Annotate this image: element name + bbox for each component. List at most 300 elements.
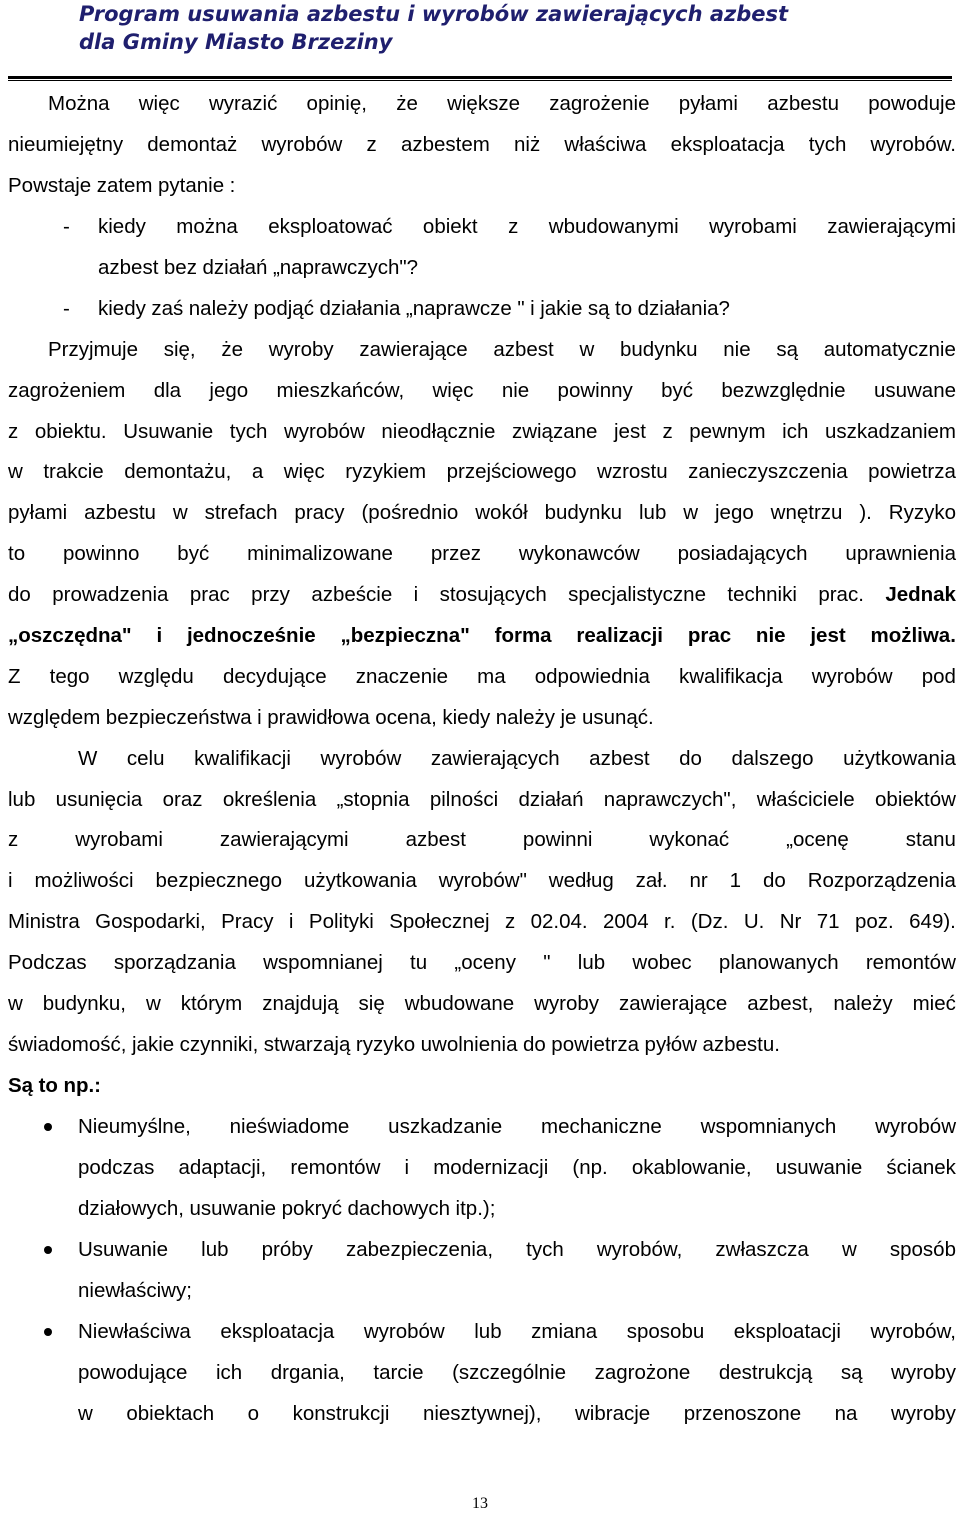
word: są <box>587 297 610 320</box>
word: wyrobów <box>261 133 343 156</box>
word: azbeście <box>311 583 393 606</box>
word: w <box>8 460 23 483</box>
word: kiedy <box>98 297 146 320</box>
word: dachowych <box>347 1197 451 1220</box>
word: przy <box>251 583 290 606</box>
word: wyroby <box>890 1402 956 1425</box>
header-rule <box>8 76 952 79</box>
text-line <box>8 703 956 733</box>
word: 71 <box>816 910 840 933</box>
word: bezwzględnie <box>721 379 846 402</box>
word: użytkowania <box>303 869 417 892</box>
word: prac <box>687 624 732 647</box>
word: wspomnianych <box>700 1115 837 1138</box>
word: wyrobów, <box>596 1238 683 1261</box>
word: więc <box>432 379 474 402</box>
word: można <box>176 215 238 238</box>
list-dash: - <box>63 215 70 238</box>
word: jest <box>613 420 646 443</box>
word: wyrobów, <box>870 1320 956 1343</box>
word: oraz <box>162 788 203 811</box>
word: strefach <box>204 501 278 524</box>
header-rule-thin <box>8 80 952 81</box>
word: tu <box>410 951 428 974</box>
bullet-icon <box>44 1123 52 1131</box>
word: Polityki <box>308 910 374 933</box>
text-line <box>8 989 956 1019</box>
word: zanieczyszczenia <box>688 460 848 483</box>
word: pracy <box>294 501 345 524</box>
word: posiadających <box>677 542 808 565</box>
word: do <box>762 869 786 892</box>
word: nr <box>689 869 708 892</box>
word: stanu <box>905 828 956 851</box>
word: i <box>404 1156 410 1179</box>
word: realizacji <box>576 624 664 647</box>
word: i <box>288 910 294 933</box>
word: Usuwanie <box>123 420 214 443</box>
text-line <box>48 335 956 365</box>
word: r. <box>664 910 676 933</box>
word: użytkowania <box>843 747 956 770</box>
word: mechaniczne <box>541 1115 662 1138</box>
text-line <box>8 539 956 569</box>
text-line <box>8 662 956 692</box>
text-line <box>98 253 956 283</box>
word: 649). <box>909 910 956 933</box>
word: eksploatacja <box>670 133 785 156</box>
text-line <box>78 1358 956 1388</box>
word: lub <box>639 501 667 524</box>
word: ocena, <box>375 706 437 729</box>
word: do <box>522 1033 546 1056</box>
word: je <box>560 706 577 729</box>
word: modernizacji <box>433 1156 549 1179</box>
word: demontaż <box>147 133 238 156</box>
word: opinię, <box>306 92 367 115</box>
word: przez <box>430 542 481 565</box>
word: przejściowego <box>446 460 577 483</box>
word: remontów <box>290 1156 381 1179</box>
text-line <box>8 457 956 487</box>
word: demontażu, <box>124 460 232 483</box>
word: zawierające <box>359 338 468 361</box>
word: w <box>78 1402 93 1425</box>
word: Można <box>48 92 110 115</box>
word: odpowiednia <box>534 665 650 688</box>
word: wbudowanymi <box>548 215 679 238</box>
word: i <box>8 869 13 892</box>
word: wyrobów <box>320 747 402 770</box>
word: wspomnianej <box>263 951 383 974</box>
word: należy <box>188 297 249 320</box>
word: jakie <box>132 1033 175 1056</box>
word: właściciele <box>756 788 855 811</box>
word: usuwane <box>873 379 956 402</box>
text-line <box>8 866 956 896</box>
word: z <box>366 133 377 156</box>
word: jednocześnie <box>186 624 316 647</box>
word: wyrobami <box>75 828 163 851</box>
text-line <box>78 1276 956 1306</box>
word: wyrobów <box>875 1115 956 1138</box>
word: okablowanie, <box>631 1156 752 1179</box>
word: eksploatować <box>268 215 393 238</box>
word: określenia <box>222 788 317 811</box>
word: to <box>8 542 26 565</box>
word: nie <box>723 338 751 361</box>
word: Powstaje <box>8 174 92 197</box>
word: zał. <box>635 869 668 892</box>
word: jego <box>714 501 754 524</box>
word: tego <box>49 665 90 688</box>
word: Nr <box>779 910 802 933</box>
word: być <box>661 379 694 402</box>
word: dalszego <box>731 747 814 770</box>
word: ich <box>782 420 809 443</box>
text-line <box>98 212 956 242</box>
word: działań <box>202 256 268 279</box>
word: dla <box>153 379 182 402</box>
word: wibracje <box>574 1402 651 1425</box>
word: konstrukcji <box>292 1402 390 1425</box>
text-line <box>78 1235 956 1265</box>
word: uszkadzanie <box>388 1115 503 1138</box>
word: W <box>78 747 98 770</box>
word: wyrobów <box>283 420 365 443</box>
word: zawierającymi <box>827 215 956 238</box>
word: forma <box>494 624 552 647</box>
word: działań <box>518 788 584 811</box>
text-line <box>8 376 956 406</box>
word: azbestu. <box>702 1033 780 1056</box>
page-number: 13 <box>472 1495 488 1512</box>
word: kiedy <box>442 706 491 729</box>
word: „naprawczych"? <box>272 256 419 279</box>
text-line <box>8 417 956 447</box>
word: zatem <box>96 174 153 197</box>
word: decydujące <box>222 665 327 688</box>
word: niesztywnej), <box>422 1402 542 1425</box>
word: pyłów <box>644 1033 697 1056</box>
word: pilności <box>429 788 499 811</box>
word: azbestu <box>84 501 156 524</box>
word: azbest, <box>747 992 814 1015</box>
word: wbudowane <box>404 992 515 1015</box>
word: trakcie <box>43 460 104 483</box>
word: zwłaszcza <box>715 1238 809 1261</box>
word: przenoszone <box>683 1402 802 1425</box>
word: to <box>38 1074 58 1097</box>
word: Rozporządzenia <box>807 869 956 892</box>
word: zawierające <box>619 992 728 1015</box>
word: do <box>679 747 702 770</box>
word: zawierającymi <box>219 828 349 851</box>
word: celu <box>126 747 165 770</box>
word: tarcie <box>373 1361 424 1384</box>
word: wnętrzu <box>770 501 843 524</box>
word: eksploatacja <box>220 1320 335 1343</box>
word: w <box>145 992 161 1015</box>
word: wykonawców <box>518 542 640 565</box>
word: z <box>8 828 19 851</box>
word: wzrostu <box>597 460 668 483</box>
word: w <box>841 1238 857 1261</box>
text-line <box>78 1112 956 1142</box>
word: usuwanie <box>775 1156 863 1179</box>
word: destrukcją <box>718 1361 813 1384</box>
text-line <box>78 744 956 774</box>
word: że <box>221 338 243 361</box>
word: wyroby <box>534 992 600 1015</box>
word: względem <box>8 706 101 729</box>
word: bezpiecznego <box>155 869 283 892</box>
word: według <box>548 869 614 892</box>
word: budynku <box>620 338 698 361</box>
word: nie <box>501 379 530 402</box>
word: „ocenę <box>786 828 849 851</box>
word: prac. <box>818 583 864 606</box>
word: powoduje <box>868 92 956 115</box>
word: Ministra <box>8 910 80 933</box>
word: azbestem <box>400 133 490 156</box>
word: „naprawcze <box>405 297 512 320</box>
word: pyłami <box>8 501 68 524</box>
word: i <box>156 624 163 647</box>
word: znajdują <box>262 992 339 1015</box>
word: ich <box>215 1361 243 1384</box>
word: bez <box>163 256 197 279</box>
text-line <box>8 1071 956 1101</box>
word: Z <box>8 665 21 688</box>
word: z <box>504 910 516 933</box>
word: uwolnienia <box>420 1033 518 1056</box>
word: należy <box>833 992 893 1015</box>
word: budynku <box>544 501 623 524</box>
word: 02.04. <box>530 910 588 933</box>
word: zagrożenie <box>549 92 650 115</box>
word: na <box>834 1402 858 1425</box>
bullet-icon <box>44 1328 52 1336</box>
text-line <box>8 171 956 201</box>
word: do <box>8 583 31 606</box>
word: eksploatacji <box>733 1320 841 1343</box>
word: wyroby <box>268 338 334 361</box>
word: wobec <box>632 951 692 974</box>
bullet-icon <box>44 1246 52 1254</box>
word: są <box>776 338 798 361</box>
word: azbest <box>98 256 159 279</box>
word: tych <box>808 133 847 156</box>
word: to <box>615 297 633 320</box>
word: niż <box>514 133 541 156</box>
text-line <box>8 825 956 855</box>
word: itp.); <box>455 1197 496 1220</box>
word: tych <box>229 420 268 443</box>
word: być <box>177 542 210 565</box>
word: powietrza <box>551 1033 640 1056</box>
word: bezpieczeństwa <box>105 706 252 729</box>
word: niewłaściwy; <box>78 1279 192 1302</box>
word: działowych, <box>78 1197 184 1220</box>
header-title-line-2: dla Gminy Miasto Brzeziny <box>79 30 393 54</box>
word: więc <box>138 92 180 115</box>
word: Społecznej <box>389 910 490 933</box>
word: „bezpieczna" <box>340 624 470 647</box>
word: obiekt <box>422 215 478 238</box>
word: nieodłącznie <box>381 420 496 443</box>
word: działania <box>319 297 401 320</box>
word: techniki <box>727 583 797 606</box>
word: Gospodarki, <box>95 910 206 933</box>
word: zagrożeniem <box>8 379 126 402</box>
word: zaś <box>151 297 184 320</box>
word: specjalistyczne <box>568 583 706 606</box>
word: azbest <box>493 338 554 361</box>
word: większe <box>447 92 520 115</box>
word: możliwości <box>34 869 134 892</box>
word: „oceny <box>454 951 516 974</box>
word: wyrobami <box>709 215 797 238</box>
word: " <box>517 297 525 320</box>
word: pewnym <box>689 420 766 443</box>
word: azbestu <box>767 92 839 115</box>
word: wokół <box>475 501 528 524</box>
word: np.: <box>63 1074 102 1097</box>
word: jego <box>209 379 249 402</box>
word: lub <box>201 1238 229 1261</box>
word: pytanie <box>158 174 225 197</box>
word: (pośrednio <box>361 501 459 524</box>
word: pokryć <box>281 1197 342 1220</box>
word: sposób <box>889 1238 956 1261</box>
word: wykonać <box>649 828 730 851</box>
text-line <box>8 948 956 978</box>
text-line <box>8 580 956 610</box>
word: i <box>257 706 262 729</box>
word: podjąć <box>253 297 314 320</box>
word: z <box>508 215 519 238</box>
word: „oszczędna" <box>8 624 132 647</box>
word: obiektów <box>875 788 956 811</box>
word: Jednak <box>885 583 956 606</box>
word: stosujących <box>439 583 547 606</box>
word: sporządzania <box>113 951 236 974</box>
word: zabezpieczenia, <box>346 1238 494 1261</box>
word: mieć <box>912 992 956 1015</box>
word: minimalizowane <box>247 542 393 565</box>
word: adaptacji, <box>178 1156 267 1179</box>
word: uszkadzaniem <box>824 420 956 443</box>
text-line <box>78 1317 956 1347</box>
word: z <box>662 420 673 443</box>
word: wyrobów <box>811 665 893 688</box>
word: ryzykiem <box>345 460 427 483</box>
word: obiektu. <box>34 420 107 443</box>
header-title-line-1: Program usuwania azbestu i wyrobów zawierających azbest <box>79 2 789 26</box>
word: wyrobów. <box>870 133 956 156</box>
word: " <box>543 951 551 974</box>
word: powinni <box>522 828 593 851</box>
word: czynniki, <box>179 1033 259 1056</box>
word: 1 <box>729 869 742 892</box>
word: uprawnienia <box>845 542 956 565</box>
word: Nieumyślne, <box>78 1115 191 1138</box>
word: (Dz. <box>690 910 729 933</box>
word: U. <box>743 910 765 933</box>
word: w <box>579 338 595 361</box>
word: powietrza <box>868 460 956 483</box>
text-line <box>8 907 956 937</box>
word: jest <box>810 624 846 647</box>
word: powodujące <box>78 1361 188 1384</box>
word: : <box>229 174 236 197</box>
word: Niewłaściwa <box>78 1320 191 1343</box>
text-line <box>8 785 956 815</box>
word: remontów <box>865 951 956 974</box>
word: Pracy <box>221 910 274 933</box>
word: w <box>683 501 699 524</box>
word: nieumiejętny <box>8 133 124 156</box>
text-line <box>78 1194 956 1224</box>
word: właściwa <box>564 133 647 156</box>
word: sposobu <box>626 1320 705 1343</box>
word: względu <box>118 665 194 688</box>
word: wyroby <box>891 1361 956 1384</box>
word: z <box>8 420 19 443</box>
word: się, <box>163 338 196 361</box>
word: poz. <box>854 910 894 933</box>
word: którym <box>180 992 243 1015</box>
word: (szczególnie <box>452 1361 567 1384</box>
word: wyrobów <box>363 1320 445 1343</box>
word: lub <box>577 951 606 974</box>
word: nieświadome <box>229 1115 350 1138</box>
word: budynku, <box>42 992 126 1015</box>
word: usunąć. <box>581 706 654 729</box>
word: Są <box>8 1074 34 1097</box>
word: zawierających <box>430 747 560 770</box>
text-line <box>78 1399 956 1429</box>
word: wyrobów" <box>438 869 527 892</box>
word: usuwanie <box>189 1197 277 1220</box>
word: lub <box>8 788 36 811</box>
word: obiektach <box>126 1402 215 1425</box>
word: więc <box>283 460 325 483</box>
word: kiedy <box>98 215 146 238</box>
text-line <box>8 130 956 160</box>
word: kwalifikacja <box>678 665 783 688</box>
word: naprawczych", <box>603 788 737 811</box>
word: prawidłowa <box>267 706 370 729</box>
word: zmiana <box>531 1320 598 1343</box>
word: planowanych <box>718 951 839 974</box>
word: a <box>251 460 264 483</box>
word: jakie <box>540 297 583 320</box>
word: Ryzyko <box>888 501 956 524</box>
word: automatycznie <box>823 338 956 361</box>
word: azbest <box>589 747 650 770</box>
word: możliwa. <box>870 624 956 647</box>
word: o <box>247 1402 260 1425</box>
word: prowadzenia <box>52 583 169 606</box>
word: wyrazić <box>208 92 278 115</box>
word: lub <box>474 1320 502 1343</box>
word: tych <box>526 1238 564 1261</box>
word: ryzyko <box>355 1033 416 1056</box>
word: działania? <box>637 297 730 320</box>
word: zagrożone <box>594 1361 691 1384</box>
